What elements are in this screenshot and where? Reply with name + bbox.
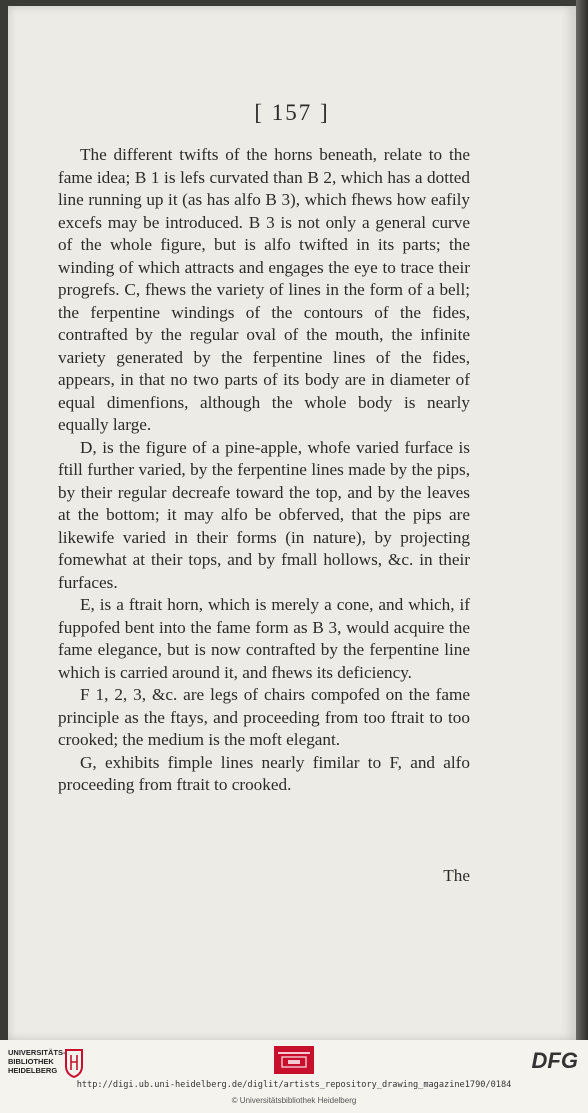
- paragraph: G, exhibits fimple lines nearly fimilar to F, and alfo proceeding from ftrait to crooked.: [58, 752, 470, 794]
- permalink-url[interactable]: http://digi.ub.uni-heidelberg.de/diglit/artists_repository_drawing_magazine1790/0184: [76, 1080, 512, 1090]
- university-library-logo: [8, 1048, 88, 1075]
- book-stamp-icon: [274, 1046, 314, 1074]
- digitization-logo: [274, 1046, 314, 1074]
- copyright-notice: © Universitätsbibliothek Heidelberg: [231, 1096, 357, 1105]
- page-number: [ 157 ]: [254, 100, 330, 125]
- paragraph: E, is a ftrait horn, which is merely a cone, and which, if fuppofed bent into the fame form as B 3, would acquire the fame elegance, but is now contrafted by the ferpentine line which is carried around it, and fhews its deficiency.: [58, 595, 470, 682]
- heidelberg-crest-icon: [62, 1048, 86, 1078]
- paragraph: The different twifts of the horns beneath, relate to the fame idea; B 1 is lefs curvated than B 2, which has a dotted line running up it (as has alfo B 3), which fhews how eafily excefs may be introduced. B 3 is not only a general curve of the whole figure, but is alfo twifted in its parts; the winding of which attracts and engages the eye to trace their progrefs. C, fhews the variety of lines in the form of a bell; the ferpentine windings of the contours of the fides, contrafted by the regular oval of the mouth, the infinite variety generated by the ferpentine lines of the fides, appears, in that no two parts of its body are in diameter of equal dimenfions, although the whole body is nearly equally large.: [58, 145, 470, 434]
- catchword: The: [443, 866, 470, 885]
- page-edge-shadow: [576, 0, 588, 1040]
- body-text: [58, 144, 470, 797]
- paragraph: F 1, 2, 3, &c. are legs of chairs compofed on the fame principle as the ftays, and proceeding from too ftrait to too crooked; the medium is the moft elegant.: [58, 685, 470, 749]
- viewer-footer: [0, 1040, 588, 1113]
- dfg-logo: DFG: [531, 1048, 578, 1073]
- book-page: [8, 6, 576, 1040]
- paragraph: D, is the figure of a pine-apple, whofe varied furface is ftill further varied, by the ferpentine lines made by the pips, by their regular decreafe toward the top, and by the leaves at the bottom; it may alfo be obferved, that the pips are likewife varied in their forms (in nature), by projecting fomewhat at their tops, and by fmall hollows, &c. in their furfaces.: [58, 437, 470, 592]
- library-name: UNIVERSITÄTS- BIBLIOTHEK HEIDELBERG: [8, 1048, 66, 1075]
